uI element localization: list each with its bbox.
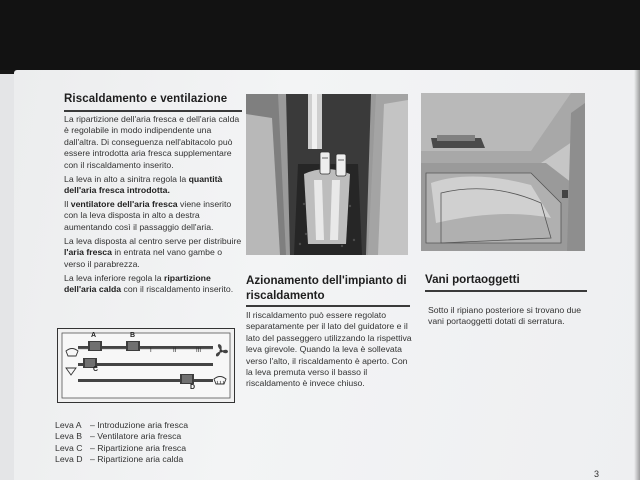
storage-compartment-illustration: [421, 93, 585, 251]
label-lever-a: A: [91, 332, 97, 339]
fan-stage-3: III: [196, 348, 202, 354]
title-underline: [246, 305, 410, 307]
control-panel-illustration: [58, 329, 234, 402]
heating-lever-drawing: [246, 94, 408, 255]
legend-item: Leva B – Ventilatore aria fresca: [55, 431, 182, 442]
section-title-heating-operation: Azionamento dell'impianto di riscaldamento: [246, 274, 407, 302]
page-shadow: [634, 70, 640, 480]
legend-item: Leva C – Ripartizione aria fresca: [55, 442, 187, 453]
legend-item: Leva A – Introduzione aria fresca: [55, 420, 189, 430]
paragraph-fresh-air-quantity: La leva in alto a sinitra regola la quantità dell'aria fresca introdotta.: [64, 173, 223, 196]
label-lever-d: D: [190, 384, 196, 391]
heating-operation-text: Il riscaldamento può essere regolato separatamente per il lato del guidatore e il lato del passeggero utilizzando la rispettiva leva girevole. Quando la leva è sollevata verso l'alto, il riscaldamento è aperto. Con la leva premuta verso il basso il riscaldamento è invece chiuso.: [246, 310, 412, 389]
title-underline: [64, 110, 242, 112]
fan-stage-1: I: [150, 348, 152, 354]
label-lever-c: C: [93, 366, 99, 373]
title-underline: [425, 290, 587, 292]
label-lever-b: B: [130, 332, 136, 339]
heating-lever-illustration: [246, 94, 408, 255]
previous-page-edge: [0, 74, 15, 480]
legend-item: Leva D – Ripartizione aria calda: [55, 454, 184, 465]
section-title-heating: Riscaldamento e ventilazione: [64, 93, 228, 105]
section-title-storage: Vani portaoggetti: [425, 273, 520, 286]
heating-text-block: [64, 114, 242, 298]
lever-legend: [55, 420, 188, 466]
paragraph-center-lever: La leva disposta al centro serve per distribuire l'aria fresca in entrata nel vano gambe o verso il parabrezza.: [64, 235, 242, 269]
page-number: 3: [594, 469, 600, 479]
paragraph-distribution: La ripartizione dell'aria fresca e dell'aria calda è regolabile in modo indipendente una dall'altra. Di conseguenza nell'abitacolo può essere introdotta aria fresca supplementare con il riscaldamento inserito.: [64, 114, 240, 170]
control-panel-diagram: [57, 328, 235, 403]
fan-stage-2: II: [173, 348, 177, 354]
storage-text: Sotto il ripiano posteriore si trovano due vani portaoggetti dotati di serratura.: [428, 305, 582, 327]
storage-compartment-drawing: [421, 93, 585, 251]
paragraph-fan: Il ventilatore dell'aria fresca viene inserito con la leva disposta in alto a destra aumentando così il passaggio dell'aria.: [64, 199, 232, 232]
background-dark: [0, 0, 640, 70]
paragraph-lower-lever: La leva inferiore regola la ripartizione dell'aria calda con il riscaldamento inserito.: [64, 272, 234, 295]
